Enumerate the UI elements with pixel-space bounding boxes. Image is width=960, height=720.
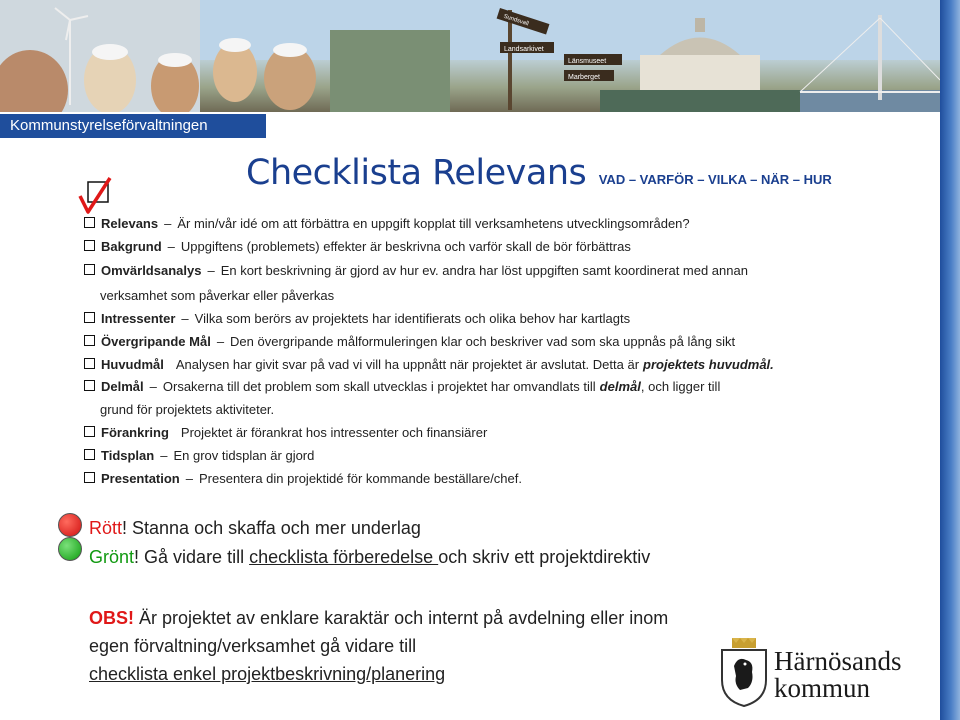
obs-line-1 bbox=[89, 604, 668, 632]
dash: – bbox=[149, 379, 157, 394]
item-term: Förankring bbox=[101, 425, 169, 440]
page-subtitle: VAD – VARFÖR – VILKA – NÄR – HUR bbox=[598, 172, 832, 187]
department-name: Kommunstyrelseförvaltningen bbox=[10, 117, 208, 134]
dash: – bbox=[167, 239, 175, 254]
checkbox-icon[interactable] bbox=[84, 312, 95, 323]
item-text-continued: verksamhet som påverkar eller påverkas bbox=[100, 288, 335, 303]
item-term: Presentation bbox=[101, 471, 180, 486]
item-term: Intressenter bbox=[101, 311, 176, 326]
status-green-label: Grönt bbox=[89, 547, 135, 567]
status-green bbox=[89, 547, 650, 568]
item-text: Presentera din projektidé för kommande beställare/chef. bbox=[198, 471, 522, 486]
item-text: Uppgiftens (problemets) effekter är beskrivna och varför skall de bör förbättras bbox=[180, 239, 631, 254]
checklist-item bbox=[84, 357, 774, 372]
checkbox-icon[interactable] bbox=[84, 358, 95, 369]
checkmark-icon bbox=[78, 176, 112, 216]
checkbox-icon[interactable] bbox=[84, 449, 95, 460]
item-term: Bakgrund bbox=[101, 239, 162, 254]
item-term: Övergripande Mål bbox=[101, 334, 211, 349]
checklista-forberedelse-link[interactable]: checklista förberedelse bbox=[249, 547, 439, 567]
item-term: Delmål bbox=[101, 379, 144, 394]
status-red bbox=[89, 518, 421, 539]
checklist-item bbox=[84, 239, 631, 254]
item-emphasis: delmål bbox=[599, 379, 641, 394]
item-term: Omvärldsanalys bbox=[101, 263, 202, 278]
obs-text: Är projektet av enklare karaktär och internt på avdelning eller inom bbox=[134, 608, 669, 628]
item-text: En grov tidsplan är gjord bbox=[173, 448, 315, 463]
signpost-text: Länsmuseet bbox=[568, 58, 607, 65]
dash: – bbox=[160, 448, 168, 463]
checklist-item bbox=[84, 425, 487, 440]
checklist-item bbox=[84, 263, 748, 278]
item-text: Vilka som berörs av projektets har identifierats och olika behov har kartlagts bbox=[194, 311, 631, 326]
item-emphasis: projektets huvudmål. bbox=[643, 357, 774, 372]
checklist-item bbox=[84, 216, 690, 231]
checklist-item bbox=[84, 471, 522, 486]
item-text: Är min/vår idé om att förbättra en uppgift kopplat till verksamhetens utvecklingsområden? bbox=[177, 216, 690, 231]
dash: – bbox=[164, 216, 172, 231]
status-red-text: ! Stanna och skaffa och mer underlag bbox=[122, 518, 421, 538]
checklista-enkel-link[interactable]: checklista enkel projektbeskrivning/planering bbox=[89, 664, 446, 684]
municipal-crest-icon bbox=[718, 636, 770, 708]
checkbox-icon[interactable] bbox=[84, 264, 95, 275]
checklist-item bbox=[84, 311, 630, 326]
checkbox-icon[interactable] bbox=[84, 217, 95, 228]
page-title: Checklista Relevans bbox=[246, 153, 587, 193]
green-light-icon bbox=[58, 537, 82, 561]
checkbox-icon[interactable] bbox=[84, 335, 95, 346]
item-text: En kort beskrivning är gjord av hur ev. andra har löst uppgiften samt koordinerat med annan bbox=[220, 263, 748, 278]
dash: – bbox=[181, 311, 189, 326]
red-light-icon bbox=[58, 513, 82, 537]
logo-line-1: Härnösands bbox=[774, 646, 902, 676]
item-text: Orsakerna till det problem som skall utvecklas i projektet har omvandlats till bbox=[162, 379, 596, 394]
item-text: Den övergripande målformuleringen klar och beskriver vad som ska uppnås på lång sikt bbox=[230, 334, 736, 349]
checklist-item bbox=[84, 334, 735, 349]
item-text-continued: grund för projektets aktiviteter. bbox=[100, 402, 275, 417]
obs-line-2: egen förvaltning/verksamhet gå vidare till bbox=[89, 636, 417, 656]
status-green-text-after: och skriv ett projektdirektiv bbox=[438, 547, 651, 567]
checkbox-icon[interactable] bbox=[84, 380, 95, 391]
item-text-after: , och ligger till bbox=[640, 379, 721, 394]
item-term: Tidsplan bbox=[101, 448, 155, 463]
signpost-text: Marberget bbox=[568, 74, 600, 81]
checkbox-icon[interactable] bbox=[84, 472, 95, 483]
checkbox-icon[interactable] bbox=[84, 240, 95, 251]
checklist-item bbox=[84, 379, 720, 394]
item-text: Analysen har givit svar på vad vi vill ha uppnått när projektet är avslutat. Detta är bbox=[175, 357, 640, 372]
item-term: Relevans bbox=[101, 216, 159, 231]
signpost-text: Landsarkivet bbox=[504, 46, 544, 53]
signpost-text: Sundsvall bbox=[502, 13, 530, 28]
dash: – bbox=[216, 334, 225, 349]
status-red-label: Rött bbox=[89, 518, 123, 538]
checklist-item bbox=[84, 448, 314, 463]
item-text: Projektet är förankrat hos intressenter och finansiärer bbox=[180, 425, 488, 440]
municipality-logo-text bbox=[774, 648, 901, 702]
title-row bbox=[246, 153, 832, 193]
header-photo-banner bbox=[0, 0, 940, 112]
checkbox-icon[interactable] bbox=[84, 426, 95, 437]
header-photo bbox=[0, 0, 940, 112]
obs-label: OBS! bbox=[89, 608, 134, 628]
department-bar bbox=[0, 114, 266, 138]
item-term: Huvudmål bbox=[101, 357, 164, 372]
dash: – bbox=[185, 471, 193, 486]
obs-note bbox=[89, 604, 668, 688]
right-edge-stripe bbox=[940, 0, 960, 720]
status-green-text: ! Gå vidare till bbox=[134, 547, 250, 567]
dash: – bbox=[207, 263, 215, 278]
logo-line-2: kommun bbox=[774, 673, 871, 703]
